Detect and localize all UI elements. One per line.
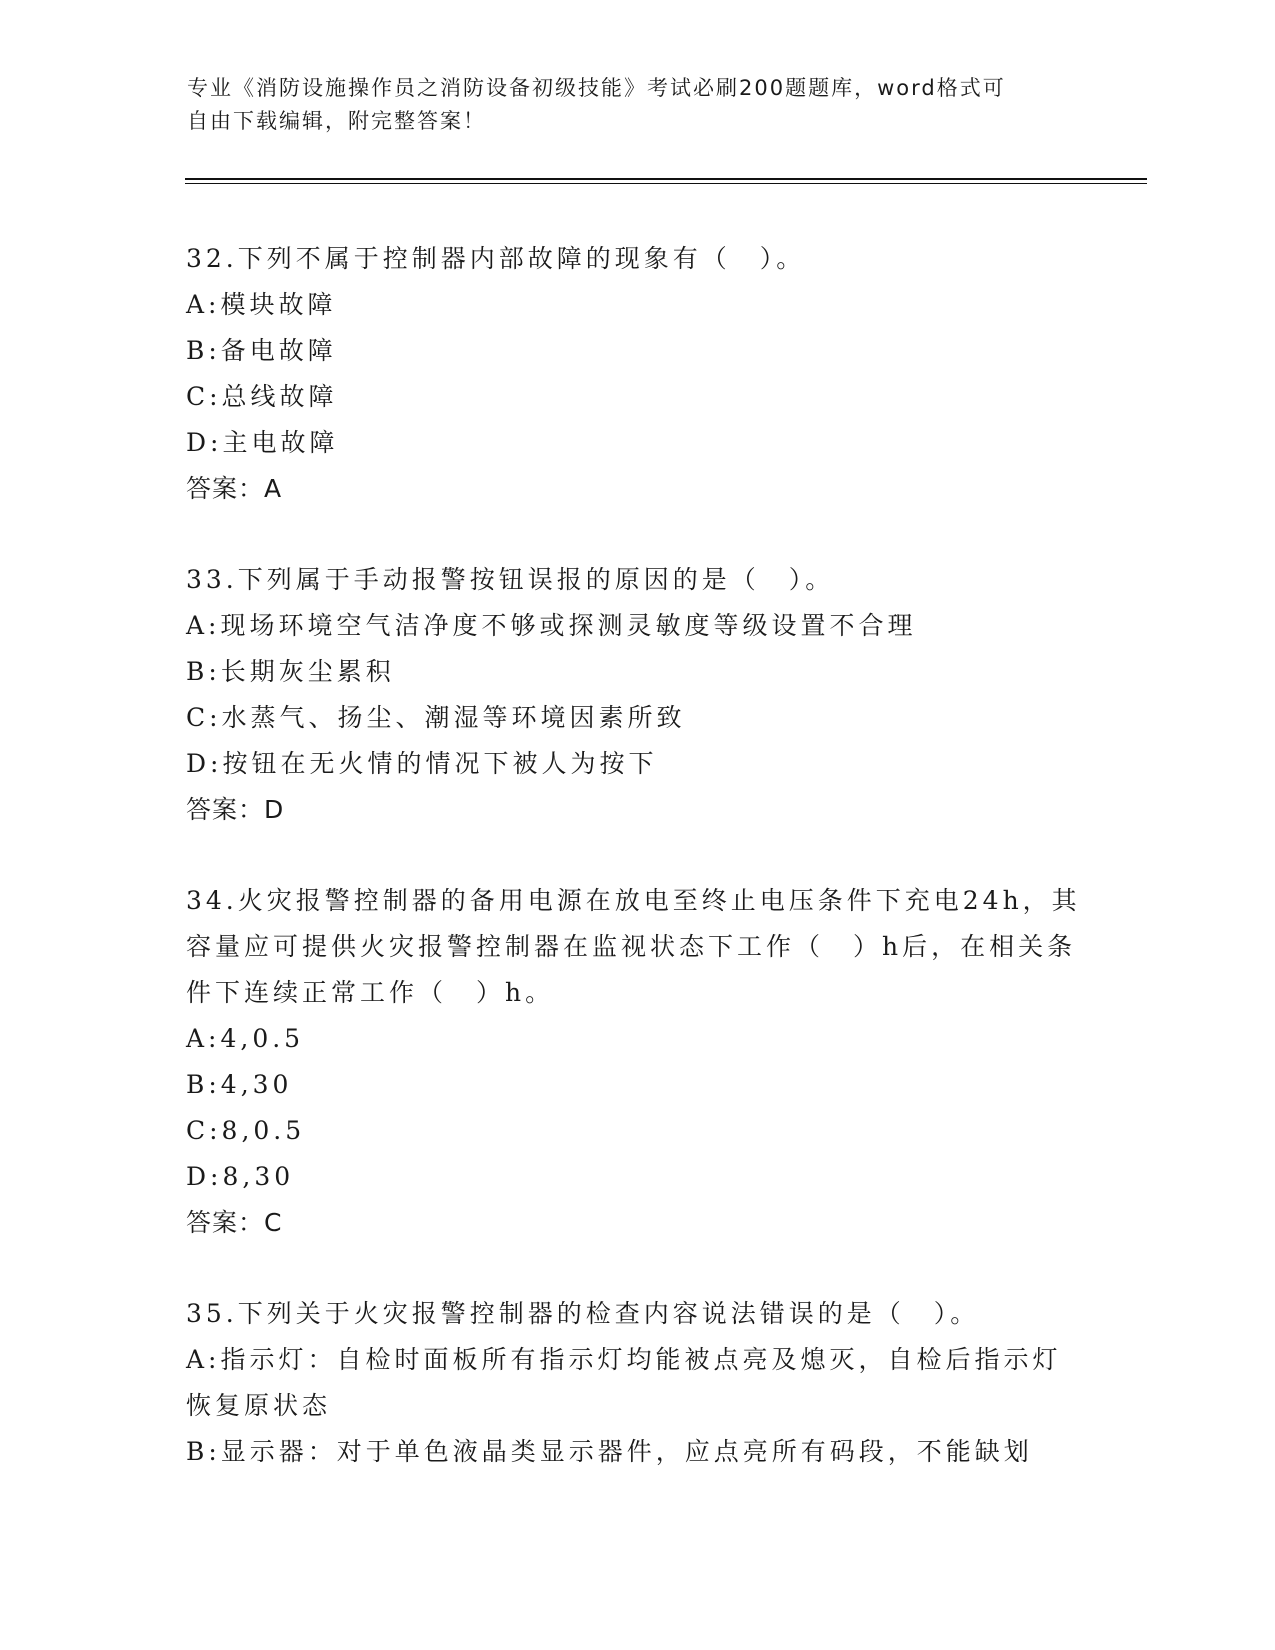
option-a: A:指示灯：自检时面板所有指示灯均能被点亮及熄灭，自检后指示灯 — [186, 1345, 1062, 1374]
option-a: A:4,0.5 — [186, 1024, 305, 1053]
document-header — [187, 72, 1067, 138]
option-a: A:现场环境空气洁净度不够或探测灵敏度等级设置不合理 — [186, 611, 917, 640]
header-line-2: 自由下载编辑，附完整答案！ — [187, 109, 486, 133]
option-a: A:模块故障 — [186, 290, 337, 319]
question-34 — [186, 878, 1086, 1246]
question-stem: 35.下列关于火灾报警控制器的检查内容说法错误的是（ ）。 — [186, 1299, 980, 1328]
question-list — [186, 236, 1086, 1520]
question-33 — [186, 557, 1086, 833]
header-line-1: 专业《消防设施操作员之消防设备初级技能》考试必刷200题题库，word格式可 — [187, 76, 1006, 100]
question-stem: 32.下列不属于控制器内部故障的现象有（ ）。 — [186, 244, 806, 273]
question-32 — [186, 236, 1086, 512]
answer: 答案：D — [186, 795, 285, 824]
answer: 答案：A — [186, 474, 283, 503]
option-b: B:4,30 — [186, 1070, 293, 1099]
option-b: B:长期灰尘累积 — [186, 657, 395, 686]
option-d: D:8,30 — [186, 1162, 295, 1191]
question-stem: 33.下列属于手动报警按钮误报的原因的是（ ）。 — [186, 565, 835, 594]
option-b: B:备电故障 — [186, 336, 337, 365]
option-c: C:水蒸气、扬尘、潮湿等环境因素所致 — [186, 703, 686, 732]
option-c: C:8,0.5 — [186, 1116, 306, 1145]
header-divider-thick — [185, 178, 1147, 180]
question-35 — [186, 1291, 1086, 1475]
question-stem-line-1: 34.火灾报警控制器的备用电源在放电至终止电压条件下充电24h，其 — [186, 886, 1081, 915]
answer: 答案：C — [186, 1208, 283, 1237]
question-stem-line-2: 容量应可提供火灾报警控制器在监视状态下工作（ ）h后，在相关条 — [186, 932, 1077, 961]
option-a-continued: 恢复原状态 — [186, 1391, 332, 1420]
option-d: D:主电故障 — [186, 428, 339, 457]
question-stem-line-3: 件下连续正常工作（ ）h。 — [186, 978, 555, 1007]
option-c: C:总线故障 — [186, 382, 338, 411]
option-b: B:显示器：对于单色液晶类显示器件，应点亮所有码段，不能缺划 — [186, 1437, 1033, 1466]
header-divider-thin — [185, 183, 1147, 184]
option-d: D:按钮在无火情的情况下被人为按下 — [186, 749, 658, 778]
